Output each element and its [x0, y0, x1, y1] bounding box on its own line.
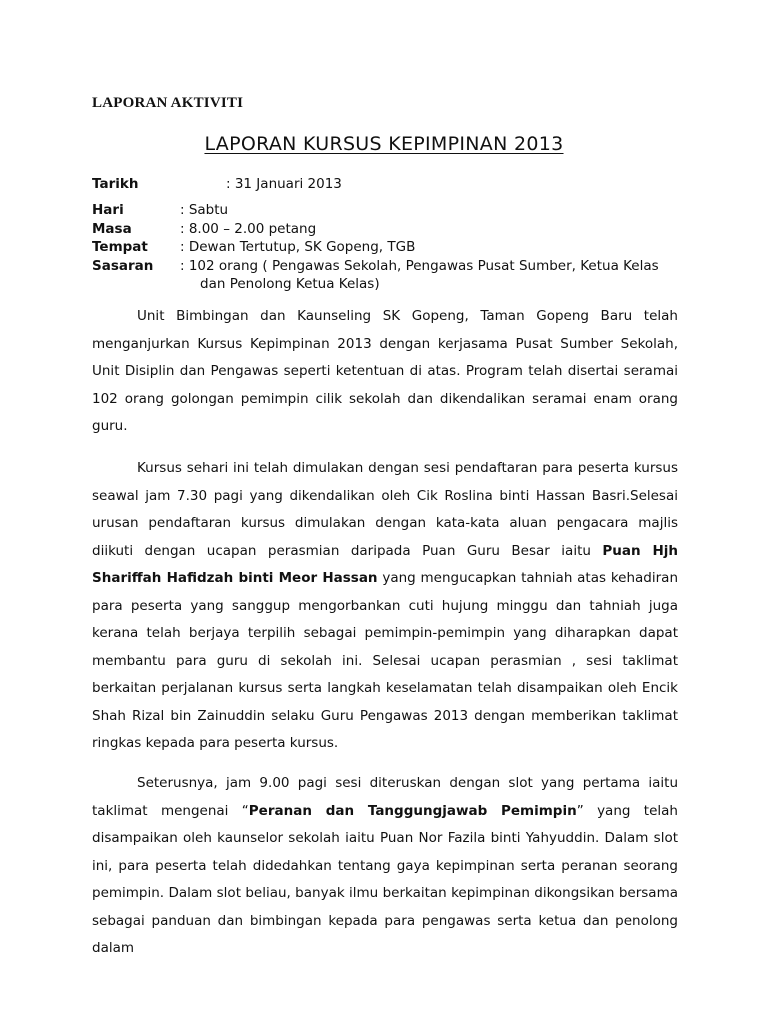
- meta-value-hari: : Sabtu: [180, 202, 229, 218]
- meta-value-sasaran-line2: dan Penolong Ketua Kelas): [200, 276, 380, 292]
- paragraph-2-bold-name: Puan Hjh Shariffah Hafidzah binti Meor Hassan: [92, 542, 678, 586]
- meta-row-tempat: [92, 238, 652, 257]
- meta-label-hari: Hari: [92, 202, 124, 218]
- meta-label-tempat: Tempat: [92, 239, 148, 255]
- meta-value-sasaran-line1: : 102 orang ( Pengawas Sekolah, Pengawas Pusat Sumber, Ketua Kelas: [180, 258, 659, 274]
- report-kicker: LAPORAN AKTIVITI: [92, 95, 244, 111]
- paragraph-3-text-b: ” yang telah disampaikan oleh kaunselor sekolah iaitu Puan Nor Fazila binti Yahyuddin. Dalam slot ini, para peserta telah didedahkan tentang gaya kepimpinan serta peranan seorang pemimpin. Dalam slot beliau, banyak ilmu berkaitan kepimpinan dikongsikan bersama sebagai panduan dan bimbingan kepada para pengawas serta ketua dan penolong dalam: [92, 802, 678, 956]
- paragraph-3: [92, 770, 678, 963]
- meta-label-sasaran: Sasaran: [92, 258, 154, 274]
- meta-label-tarikh: Tarikh: [92, 176, 139, 192]
- paragraph-1: Unit Bimbingan dan Kaunseling SK Gopeng, Taman Gopeng Baru telah menganjurkan Kursus Kepimpinan 2013 dengan kerjasama Pusat Sumber Sekolah, Unit Disiplin dan Pengawas seperti ketentuan di atas. Program telah disertai seramai 102 orang golongan pemimpin cilik sekolah dan dikendalikan seramai enam orang guru.: [92, 308, 678, 434]
- paragraph-2-text-b: yang mengucapkan tahniah atas kehadiran para peserta yang sanggup mengorbankan cuti hujung minggu dan tahniah juga kerana telah berjaya terpilih sebagai pemimpin-pemimpin yang diharapkan dapat membantu para guru di sekolah ini. Selesai ucapan perasmian , sesi taklimat berkaitan perjalanan kursus serta langkah keselamatan telah disampaikan oleh Encik Shah Rizal bin Zainuddin selaku Guru Pengawas 2013 dengan memberikan taklimat ringkas kepada para peserta kursus.: [92, 570, 678, 751]
- meta-value-tarikh: : 31 Januari 2013: [226, 176, 342, 192]
- meta-value-tempat: : Dewan Tertutup, SK Gopeng, TGB: [180, 239, 416, 255]
- paragraph-3-bold-topic: Peranan dan Tanggungjawab Pemimpin: [248, 802, 577, 819]
- meta-row-sasaran: [92, 257, 672, 295]
- meta-row-tarikh: [92, 175, 652, 194]
- meta-row-hari: [92, 201, 652, 220]
- paragraph-2-text-a: Kursus sehari ini telah dimulakan dengan sesi pendaftaran para peserta kursus seawal jam 7.30 pagi yang dikendalikan oleh Cik Roslina binti Hassan Basri.Selesai urusan pendaftaran kursus dimulakan dengan kata-kata aluan pengacara majlis diikuti dengan ucapan perasmian daripada Puan Guru Besar iaitu: [92, 460, 678, 559]
- meta-label-masa: Masa: [92, 221, 132, 237]
- meta-row-masa: [92, 220, 652, 239]
- paragraph-3-text-a: Seterusnya, jam 9.00 pagi sesi diteruskan dengan slot yang pertama iaitu taklimat mengenai “: [92, 775, 678, 819]
- paragraph-2: [92, 455, 678, 758]
- meta-value-masa: : 8.00 – 2.00 petang: [180, 221, 317, 237]
- document-title: LAPORAN KURSUS KEPIMPINAN 2013: [204, 133, 564, 155]
